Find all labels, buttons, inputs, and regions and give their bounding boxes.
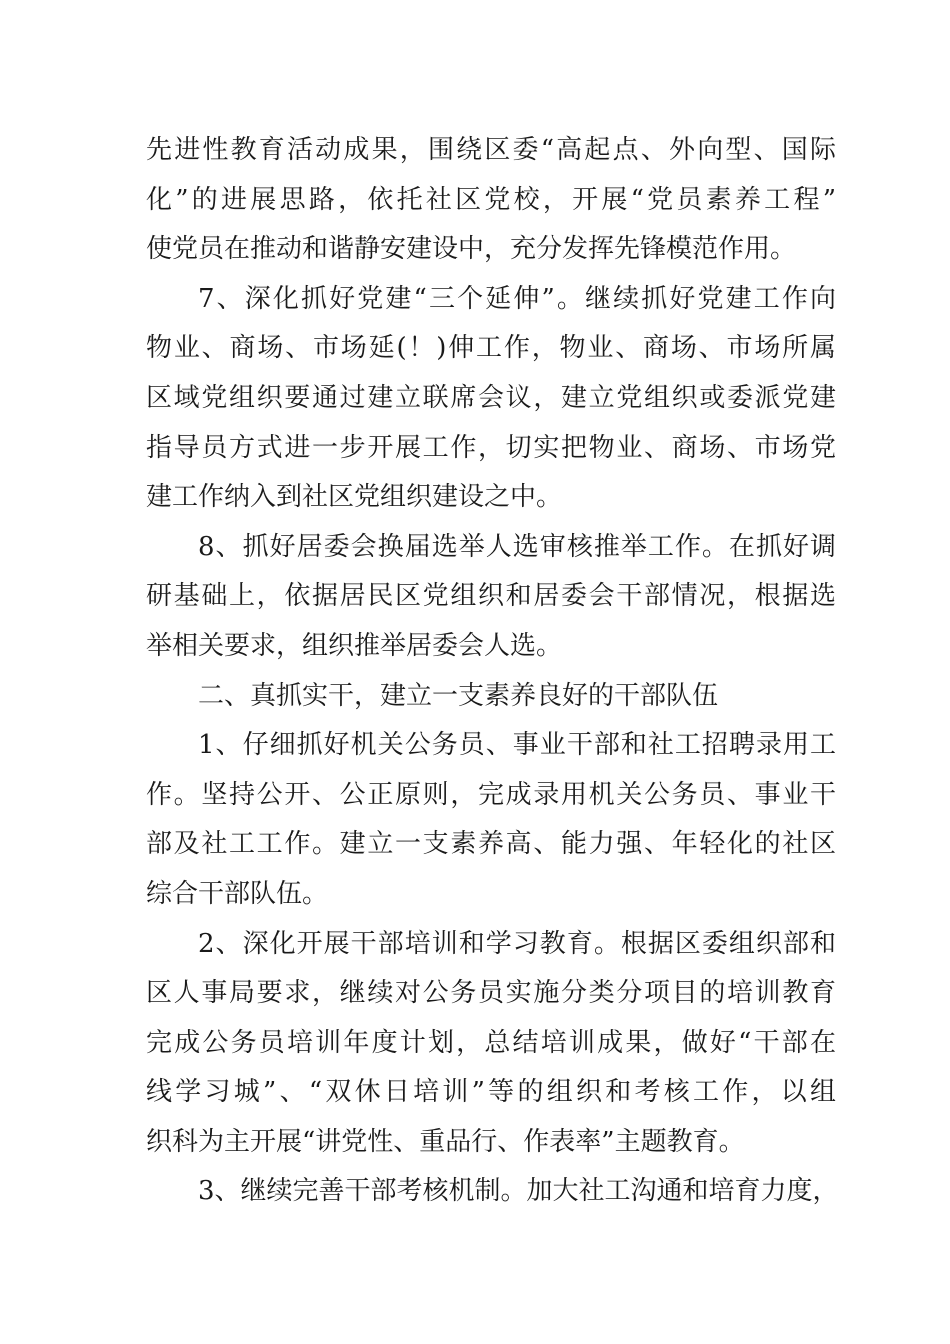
text-line: 使党员在推动和谐静安建设中，充分发挥先锋模范作用。: [146, 234, 797, 265]
text-line: 综合干部队伍。: [146, 878, 329, 909]
text-line: 部及社工工作。建立一支素养高、能力强、年轻化的社区: [146, 829, 836, 860]
body-text: [146, 126, 839, 1217]
text-line: 7、深化抓好党建“三个延伸”。继续抓好党建工作向: [198, 283, 836, 314]
text-line: 线学习城”、“双休日培训”等的组织和考核工作，以组: [146, 1077, 836, 1108]
text-line: 区人事局要求，继续对公务员实施分类分项目的培训教育: [146, 978, 836, 1009]
text-line: 作。坚持公开、公正原则，完成录用机关公务员、事业干: [146, 779, 836, 810]
text-line: 二、真抓实干，建立一支素养良好的干部队伍: [198, 680, 719, 711]
text-line: 指导员方式进一步开展工作，切实把物业、商场、市场党: [146, 432, 836, 463]
text-line: 建工作纳入到社区党组织建设之中。: [146, 482, 563, 513]
text-line: 先进性教育活动成果，围绕区委“高起点、外向型、国际: [146, 135, 836, 165]
text-line: 8、抓好居委会换届选举人选审核推举工作。在抓好调: [198, 531, 836, 562]
text-line: 织科为主开展“讲党性、重品行、作表率”主题教育。: [146, 1126, 745, 1157]
text-line: 研基础上，依据居民区党组织和居委会干部情况，根据选: [146, 581, 836, 612]
text-line: 物业、商场、市场延(！)伸工作，物业、商场、市场所属: [146, 333, 836, 364]
text-line: 完成公务员培训年度计划，总结培训成果，做好“干部在: [146, 1027, 836, 1058]
text-line: 化”的进展思路，依托社区党校，开展“党员素养工程”: [146, 184, 836, 215]
text-line: 区域党组织要通过建立联席会议，建立党组织或委派党建: [146, 382, 836, 413]
text-line: 1、仔细抓好机关公务员、事业干部和社工招聘录用工: [198, 730, 836, 761]
text-line: 2、深化开展干部培训和学习教育。根据区委组织部和: [198, 928, 836, 959]
text-line: 举相关要求，组织推举居委会人选。: [146, 630, 563, 661]
text-line: 3、继续完善干部考核机制。加大社工沟通和培育力度，: [198, 1176, 839, 1207]
